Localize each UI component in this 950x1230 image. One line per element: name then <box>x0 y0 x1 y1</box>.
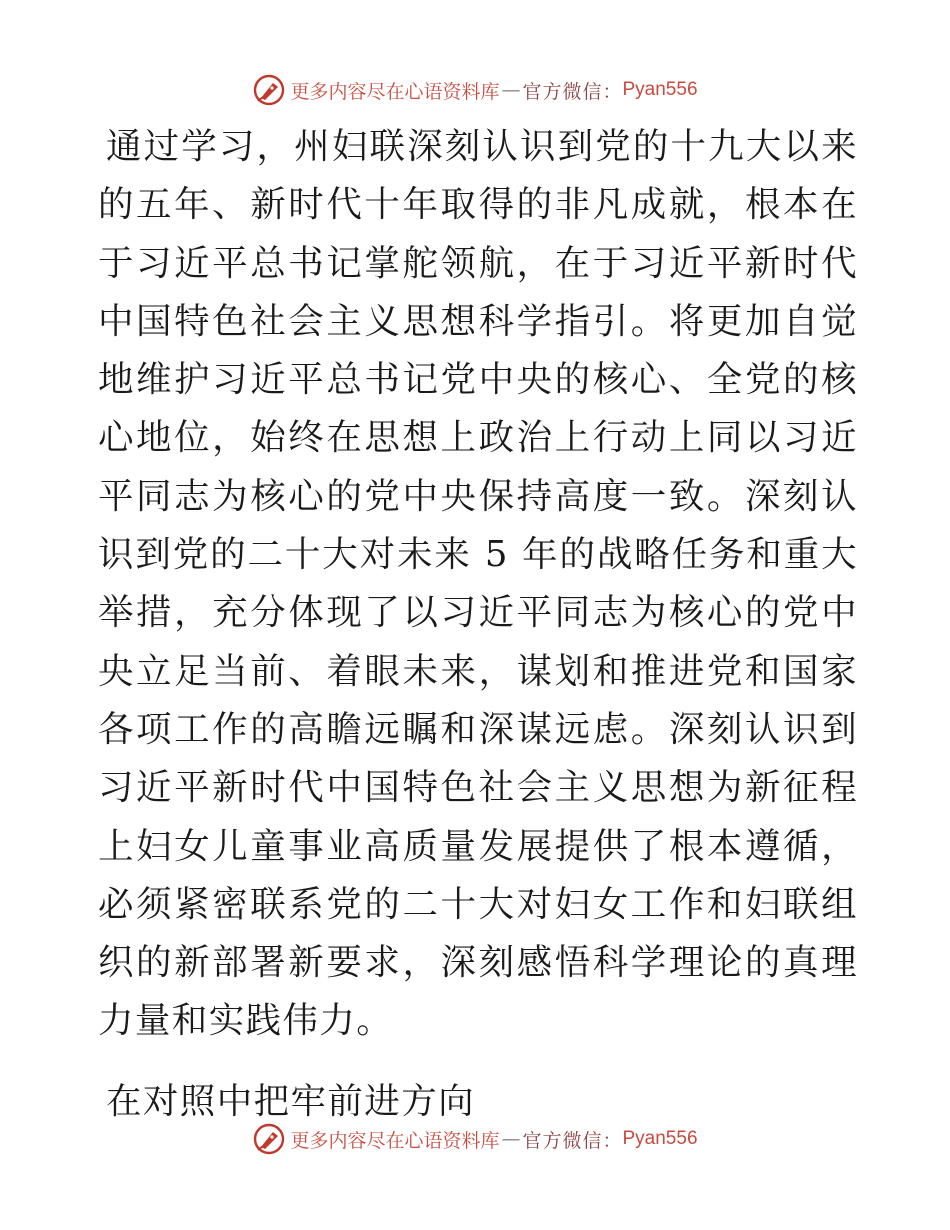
banner-separator: — <box>501 1128 521 1150</box>
pen-nib-circle-icon <box>252 73 286 107</box>
banner-text: 更多内容尽在心语资料库 <box>290 1129 500 1152</box>
banner-separator: — <box>501 79 521 101</box>
pen-nib-circle-icon <box>252 1122 286 1156</box>
banner-text: 更多内容尽在心语资料库 <box>290 80 500 103</box>
banner-wechat-id: Pyan556 <box>622 79 698 100</box>
section-heading: 在对照中把牢前进方向 <box>106 1080 476 1122</box>
banner-wechat-id: Pyan556 <box>622 1128 698 1149</box>
banner-label: 官方微信： <box>522 80 623 103</box>
document-body <box>98 118 858 1131</box>
header-banner <box>0 70 950 110</box>
body-paragraph: 通过学习，州妇联深刻认识到党的十九大以来的五年、新时代十年取得的非凡成就，根本在于习近平总书记掌舵领航，在于习近平新时代中国特色社会主义思想科学指引。将更加自觉地维护习近平总书记党中央的核心、全党的核心地位，始终在思想上政治上行动上同以习近平同志为核心的党中央保持高度一致。深刻认识到党的二十大对未来 5 年的战略任务和重大举措，充分体现了以习近平同志为核心的党中央立足当前、着眼未来，谋划和推进党和国家各项工作的高瞻远瞩和深谋远虑。深刻认识到习近平新时代中国特色社会主义思想为新征程上妇女儿童事业高质量发展提供了根本遵循，必须紧密联系党的二十大对妇女工作和妇联组织的新部署新要求，深刻感悟科学理论的真理力量和实践伟力。 <box>98 126 858 1042</box>
banner-label: 官方微信： <box>522 1129 623 1152</box>
footer-banner <box>0 1119 950 1159</box>
